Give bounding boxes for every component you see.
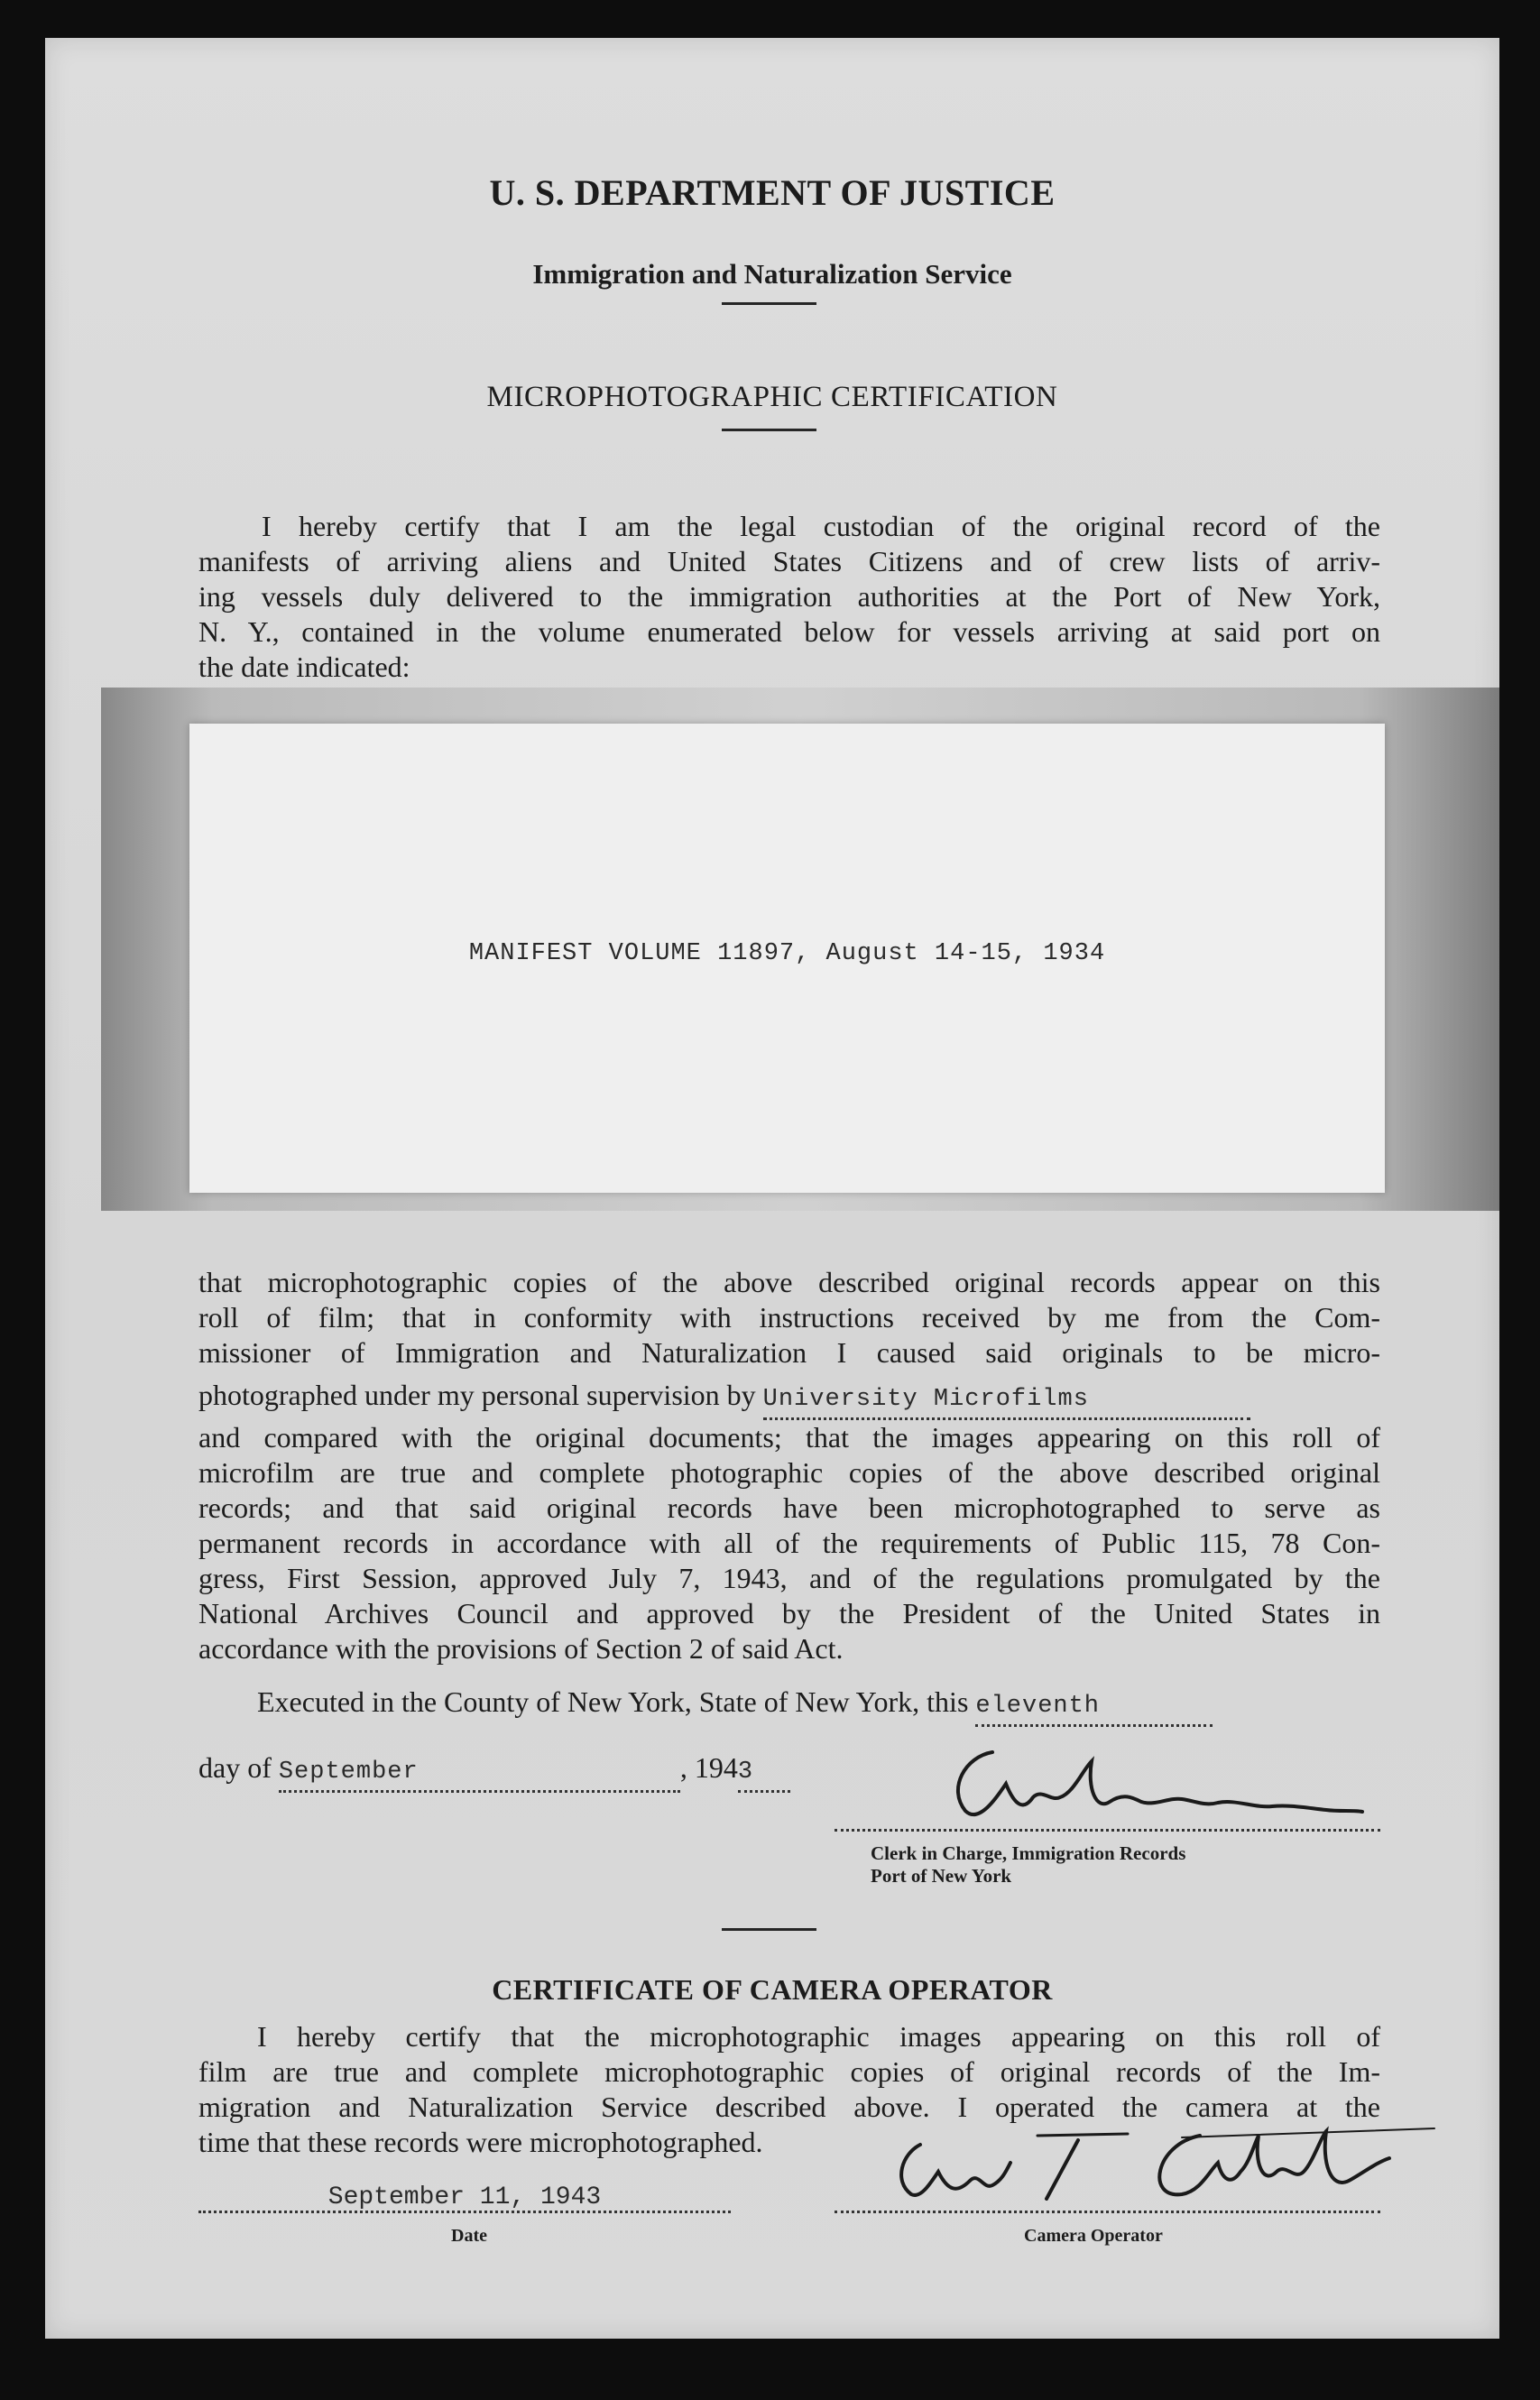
certification-paragraph-1 [198,509,1380,685]
paragraph-line: roll of film; that in conformity with instructions received by me from the Com- [198,1301,1380,1334]
photographed-by-field [763,1378,1250,1420]
date-label: Date [451,2226,487,2246]
paragraph-line: I hereby certify that the microphotographic images appearing on this roll of [257,2020,1380,2053]
paragraph-line: accordance with the provisions of Section 2 of said Act. [198,1632,844,1665]
year-digit: 3 [737,1758,754,1786]
executed-day-value: eleventh [975,1693,1101,1720]
clerk-title-line: Clerk in Charge, Immigration Records [871,1842,1186,1864]
paragraph-line: gress, First Session, approved July 7, 1943, and of the regulations promulgated by the [198,1562,1380,1594]
clerk-title-line: Port of New York [871,1865,1012,1887]
paragraph-line: records; and that said original records have been microphotographed to serve as [198,1491,1380,1524]
year-field [738,1750,790,1793]
executed-prefix: Executed in the County of New York, State of New York, this [257,1685,969,1718]
clerk-signature [929,1734,1380,1833]
camera-operator-signature-line [835,2211,1380,2213]
clerk-title [871,1842,1185,1888]
clerk-signature-line [835,1829,1380,1832]
paragraph-line: and compared with the original documents; that the images appearing on this roll of [198,1421,1380,1454]
service-subtitle: Immigration and Naturalization Service [532,258,1012,290]
paragraph-line: time that these records were microphotographed. [198,2126,763,2158]
executed-line [198,1685,1380,1727]
month-value: September [278,1758,419,1786]
camera-operator-heading: CERTIFICATE OF CAMERA OPERATOR [492,1973,1053,2006]
paragraph-line: N. Y., contained in the volume enumerated below for vessels arriving at said port on [198,615,1380,648]
paragraph-line: missioner of Immigration and Naturalization I caused said originals to be micro- [198,1336,1380,1369]
divider-rule [722,1928,816,1931]
paragraph-line: manifests of arriving aliens and United States Citizens and of crew lists of arriv- [198,545,1380,577]
department-title: U. S. DEPARTMENT OF JUSTICE [489,172,1056,213]
paragraph-line: I hereby certify that I am the legal custodian of the original record of the [262,510,1380,542]
paragraph-line: that microphotographic copies of the above described original records appear on this [198,1266,1380,1298]
camera-operator-label: Camera Operator [1024,2226,1163,2246]
paragraph-line: National Archives Council and approved by the President of the United States in [198,1597,1380,1629]
certificate-date-value: September 11, 1943 [327,2183,602,2211]
manifest-insert-card [189,724,1385,1193]
divider-rule [722,302,816,305]
photographed-by-value: University Microfilms [762,1386,1089,1413]
date-line [198,2211,731,2213]
certification-heading: MICROPHOTOGRAPHIC CERTIFICATION [486,381,1058,413]
manifest-volume-text: MANIFEST VOLUME 11897, August 14-15, 1934 [468,940,1106,967]
paragraph-line: permanent records in accordance with all of the requirements of Public 115, 78 Con- [198,1527,1380,1559]
camera-operator-signature [857,2109,1434,2235]
month-field [279,1750,680,1793]
executed-day-field [975,1685,1213,1727]
year-prefix: , 194 [679,1751,738,1784]
document-page [45,38,1499,2339]
divider-rule [722,429,816,431]
paragraph-line: film are true and complete microphotographic copies of original records of the Im- [198,2055,1380,2088]
certification-paragraph-2 [198,1265,1380,1793]
paragraph-line: migration and Naturalization Service described above. I operated the camera at the [198,2091,1380,2123]
photographed-by-line [198,1378,1380,1420]
day-of-prefix: day of [198,1751,272,1784]
photographed-by-prefix: photographed under my personal supervision by [198,1379,756,1411]
paragraph-line: ing vessels duly delivered to the immigration authorities at the Port of New York, [198,580,1380,613]
paragraph-line: microfilm are true and complete photographic copies of the above described original [198,1456,1380,1489]
paragraph-line: the date indicated: [198,651,410,683]
